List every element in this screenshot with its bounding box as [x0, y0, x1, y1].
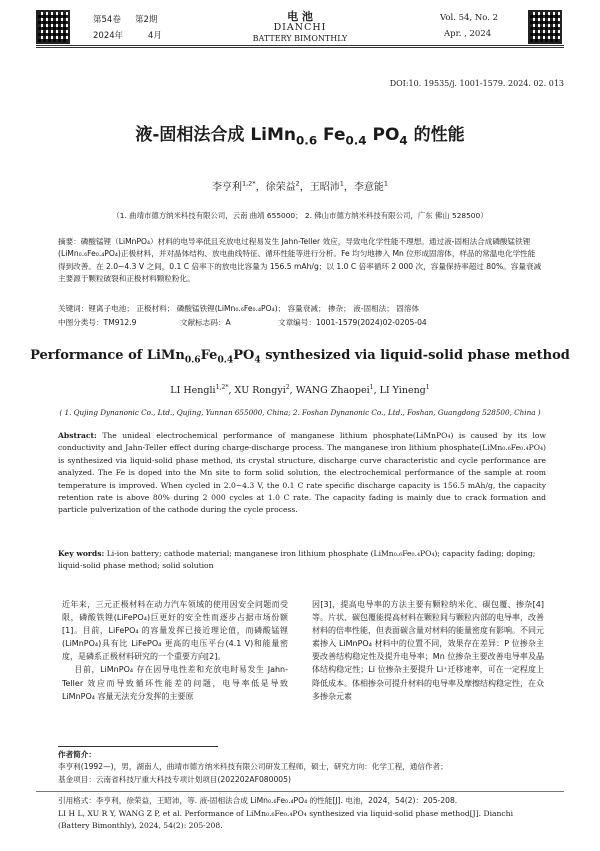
footnote-rule — [58, 746, 218, 747]
title-cn: 液-固相法合成 LiMn$_{0.6}$ $Fe_{0.4}$ $PO_4$ 的性能 — [135, 125, 465, 148]
year-cn: 2024年 — [93, 31, 124, 41]
abstract-en: Abstract: The unideal electrochemical performance of manganese lithium phosphate(LiMnPO₄) is caused by its low conductivity and Jahn-Teller effect during charge-discharge process. The manganese iron lithium phosphate(LiMn₀.₆Fe₀.₄PO₄) is synthesized via liquid-solid phase method, its crystal structure, discharge curve characteristic and cycle performance are analyzed. The Fe is doped into the Mn site to form solid solution, the electrochemical performance of the sample at room temperature is improved. When cycled in 2.0~4.3 V, the 0.1 C rate specific discharge capacity is 156.5 mAh/g, the capacity retention rate is above 80% during 2 000 cycles at 1.0 C rate. The capacity fading is mainly due to crack formation and particle pulverization of the cathode during the cycle process. — [58, 431, 546, 515]
month-cn: 4月 — [148, 31, 162, 41]
citation-cn: 引用格式：李亨利，徐荣益，王昭沛，等. 液-固相法合成 LiMn₀.₆Fe₀.₄PO₄ 的性能[J]. 电池，2024，54(2)：205-208. — [58, 796, 458, 805]
doi: DOI:10. 19535/j. 1001-1579. 2024. 02. 013 — [389, 79, 564, 88]
volume-en: Vol. 54, No. 2 — [440, 13, 499, 23]
citation-en: LI H L, XU R Y, WANG Z P, et al. Performance of LiMn₀.₆Fe₀.₄PO₄ synthesized via liquid-solid phase method[J]. Dianchi (Battery Bimonthly), 2024, 54(2): 205-208. — [58, 809, 513, 831]
header-rule — [36, 45, 564, 46]
journal-sub-en: BATTERY BIMONTHLY — [252, 34, 348, 43]
clc-cn: 中图分类号：TM912.9 — [58, 318, 137, 327]
affiliation-cn: （1. 曲靖市德方纳米科技有限公司，云南 曲靖 655000； 2. 佛山市德方纳米科技有限公司，广东 佛山 528500） — [112, 211, 488, 220]
footnote-author-text: 李亨利(1992—)，男，湖南人，曲靖市德方纳米科技有限公司研发工程师，硕士，研究方向：化学工程，通信作者； — [58, 762, 448, 771]
qr-code-right — [528, 10, 562, 44]
body-column-left: 近年来，三元正极材料在动力汽车领域的使用因安全问题而受限，磷酸铁锂(LiFePO₄)巨更好的安全性而逐步占据市场份额[1]。目前，LiFePO₄ 的容量发挥已接近理论值，而磷酸锰锂(LiMnPO₄)具有比 LiFePO₄ 更高的电压平台(4.1 V)和能量密度，是磷系正极材料研究的一个重要方向[2]。 目前，LiMnPO₄ 存在因导电性差和充放电时易发生 Jahn-Teller 效应而导致循环性能差的问题，电导率低是导致 LiMnPO₄ 容量无法充分发挥的主要原 — [62, 600, 288, 701]
authors-cn: 李亨利$^{1,2*}$，徐荣益$^2$，王昭沛$^1$，李意能$^1$ — [211, 179, 388, 193]
journal-en: DIANCHI — [273, 22, 327, 33]
issue-cn: 第2期 — [135, 15, 158, 25]
authors-en: LI Hengli$^{1,2*}$, XU Rongyi$^2$, WANG Zhaopei$^1$, LI Yineng$^1$ — [170, 384, 430, 397]
header-rule-2 — [36, 47, 564, 48]
keywords-en: Key words: Li-ion battery; cathode material; manganese iron lithium phosphate (LiMn₀.₆Fe₀.₄PO₄); capacity fading; doping; liquid-solid phase method; solid solution — [58, 549, 536, 571]
title-en: Performance of $LiMn_{0.6}Fe_{0.4}PO_4$ synthesized via liquid-solid phase method — [30, 348, 570, 366]
abstract-cn: 摘要：磷酸锰锂（LiMnPO₄）材料的电导率低且充放电过程易发生 Jahn-Teller 效应，导致电化学性能不理想。通过液-固相法合成磷酸锰铁锂(LiMn₀.₆Fe₀.₄PO₄)正极材料，并对晶体结构、放电曲线特征、循环性能等进行分析。Fe 均匀地掺入 Mn 位形成固溶体，样品的常温电化学性能得到改善。在 2.0~4.3 V 之间，0.1 C 倍率下的放电比容量为 156.5 mAh/g；以 1.0 C 倍率循环 2 000 次，容量保持率超过 80%。容量衰减主要源于颗粒破裂和正极材料颗粒粉化。 — [58, 237, 542, 284]
footnote-fund: 基金项目：云南省科技厅重大科技专项计划项目(202202AF080005) — [58, 775, 291, 784]
body-column-right: 因[3]，提高电导率的方法主要有颗粒纳米化、碳包覆、掺杂[4]等。片状、碳包覆能提高材料在颗粒间与颗粒内部的电导率，改善材料的倍率性能，但表面碳含量对材料的能量密度有影响。不同元素掺入 LiMnPO₄ 材料中的位置不同，效果存在差异：P 位掺杂主要改善结构稳定性及提升电导率；Mn 位掺杂主要改善电导率及晶体结构稳定性；Li 位掺杂主要提升 Li⁺迁移速率，可在一定程度上降低成本。体相掺杂可提升材料的电导率及摩擦结构稳定性，在众多掺杂元素 — [312, 600, 544, 701]
journal-cn: 电 池 — [287, 10, 313, 23]
footnote-author-label: 作者简介： — [58, 750, 96, 759]
affiliation-en: ( 1. Qujing Dynanonic Co., Ltd., Qujing, Yunnan 655000, China; 2. Foshan Dynanonic Co., Ltd., Foshan, Guangdong 528500, China ) — [59, 408, 541, 417]
volume-cn: 第54卷 — [93, 15, 121, 25]
keywords-cn: 关键词：锂离子电池； 正极材料； 磷酸锰铁锂(LiMn₀.₆Fe₀.₄PO₄)； 容量衰减； 掺杂； 液-固相法； 固溶体 — [58, 304, 420, 313]
qr-code-left — [36, 10, 70, 44]
doc-code-cn: 文献标志码：A — [180, 318, 231, 327]
article-no-cn: 文章编号：1001-1579(2024)02-0205-04 — [278, 318, 427, 327]
citation-rule — [36, 791, 564, 792]
date-en: Apr. , 2024 — [444, 29, 492, 39]
